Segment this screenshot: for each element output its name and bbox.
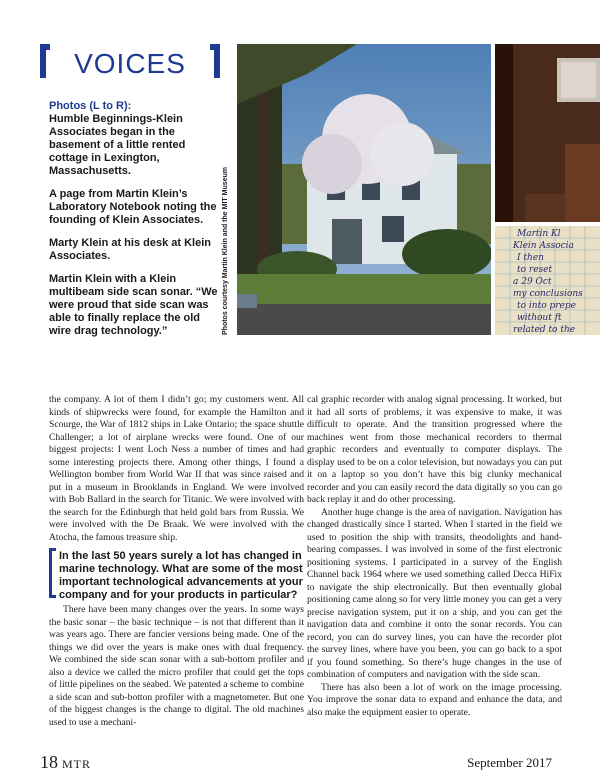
article-column-left [49,394,304,729]
desk-photo-icon [495,44,600,222]
note-line-9: related to the [513,325,576,335]
notebook-photo-icon [495,226,600,335]
magazine-name: MTR [62,757,92,771]
note-line-7: to into prepe [517,301,576,311]
photo-notebook [495,226,600,335]
paragraph: There has also been a lot of work on the image processing. You improve the sonar data to expand and enhance the data, and also make the equipment easier to operate. [307,681,562,718]
article-column-right [307,394,562,719]
note-line-3: I then [517,253,544,263]
paragraph: Another huge change is the area of navigation. Navigation has changed drastically since I started. When I started in the field we used to position the ship with transits, theodolights and hand-bearing compasses. I was involved in some of the first electronic positioning systems. I participated in a survey of the English Channel back 1964 where we used something called Decca HiFix to navigate the ship electronically. But then eventually global positioning came along so for very little money you can get a very precise navigation system, put it on a ship, and you can get the navigation data and combine it onto the sonar records. You can record, you can do survey lines, you can have the recorder plot the survey lines, where have you been, you can go back to a spot if you found something. So there’s huge changes in the use of combination of computers and navigation with the side scan. [307,506,562,680]
paragraph: There have been many changes over the years. In some ways the basic sonar – the basic technique – is not that different than it was years ago. There are fancier versions being made. One of the things we did over the years is make ones with dual frequency. We combined the side scan sonar with a sub-bottom profiler and also a device we called the micro profiler that could get the tops of little pipelines on the seabed. We patented a scheme to combine a side scan and sub-botton profiler with a magnetometer. But one of the biggest changes is the change to digital. The old machines used to use a mechani- [49,604,304,728]
cottage-photo-icon [237,44,491,335]
caption-3: Marty Klein at his desk at Klein Associates. [49,237,211,262]
captions-heading: Photos (L to R): [49,100,132,112]
note-line-2: Klein Associa [513,241,574,251]
caption-2: A page from Martin Klein’s Laboratory Notebook noting the founding of Klein Associates. [49,188,217,226]
photo-credit: Photos courtesy Martin Klein and the MIT Museum [222,166,229,335]
question-text: In the last 50 years surely a lot has changed in marine technology. What are some of the most important technological advancements at your company and for your products in particular? [59,550,303,601]
page-footer-left [40,752,91,773]
caption-4: Martin Klein with a Klein multibeam side scan sonar. “We were proud that side scan was able to finally replace the old wire drag technology.” [49,273,218,337]
question-bracket-icon [49,548,56,598]
note-line-6: my conclusions [513,289,583,299]
page-number: 18 [40,752,58,772]
note-line-1: Martin Kl [517,229,561,239]
issue-date: September 2017 [467,755,552,770]
note-line-4: to reset [517,265,553,275]
note-line-8: without ft [517,313,562,323]
note-line-5: a 29 Oct [513,277,552,287]
paragraph: the company. A lot of them I didn’t go; my customers went. All kinds of shipwrecks were found, for example the Hamilton and Scourge, the War of 1812 ships in Lake Ontario; the space shuttle Challenger; a lot of airplane wrecks were found. One of our biggest projects: I went Loch Ness a number of times and had some interesting projects there. Among other things, I found a Wellington bomber from World War II that was since raised and put in a museum in Brooklands in England. We were involved with Bob Ballard in the search for Titanic. We were involved with the search for the Edinburgh that held gold bars from Russia. We were involved with the De Braak. We were involved with the Atocha, the famous treasure ship. [49,394,304,543]
photo-captions [49,100,219,348]
photo-desk [495,44,600,222]
caption-1: Humble Beginnings-Klein Associates began in the basement of a little rented cottage in Lexington, Massachusetts. [49,113,186,177]
section-header [40,44,220,82]
photo-cottage [237,44,491,335]
paragraph: cal graphic recorder with analog signal processing. It worked, but it had all sorts of problems, it was expensive to make, it was difficult to operate. And the transition progressed where the machines went from those mechanical recorders to thermal graphic recorders and eventually to computer displays. The display used to be on a color television, but nowadays you can put it on a laptop so you don’t have this big clunky mechanical recorder and you can easily record the data digitally so you can go back replay it and do other processing. [307,394,562,505]
interview-question [49,550,304,602]
section-title: VOICES [74,48,186,79]
